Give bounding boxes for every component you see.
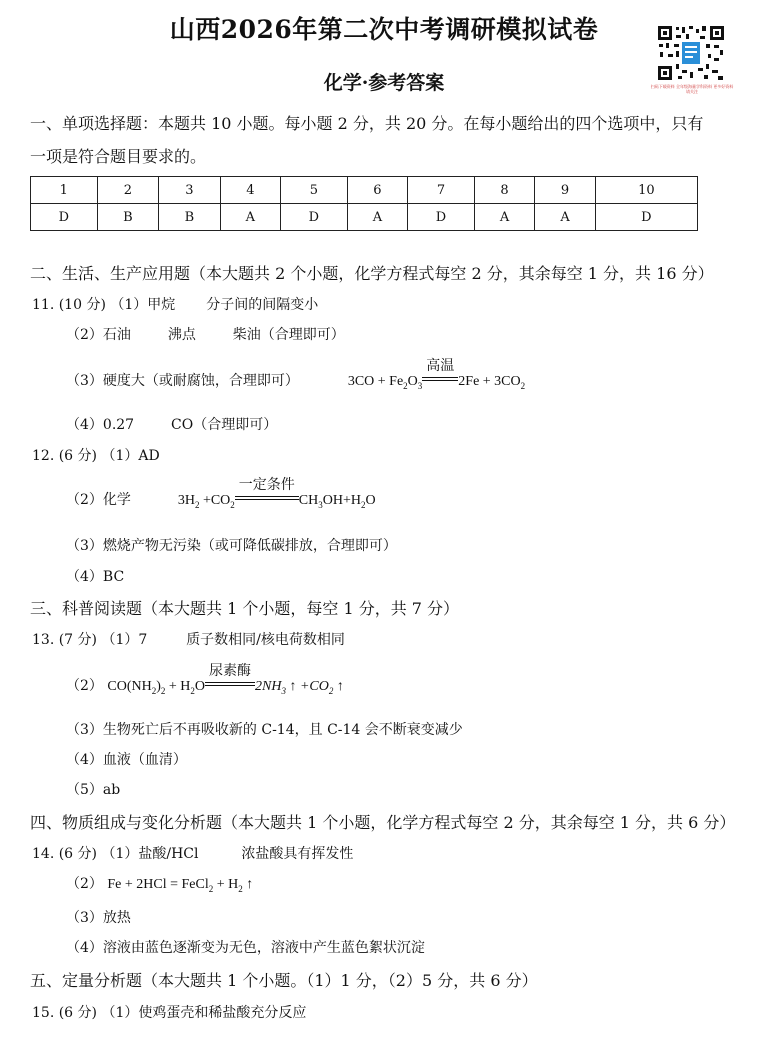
answer-cell: B (97, 204, 159, 231)
question-score: (6 分) (58, 448, 97, 464)
answer-text: （1）盐酸/HCl (101, 846, 199, 862)
reaction-condition: 尿素酶 (209, 664, 252, 679)
question-score: (10 分) (58, 297, 106, 313)
answer-text: 分子间的间隔变小 (206, 297, 319, 313)
q11-line3 (66, 359, 526, 391)
equation-iron-smelting: $3CO + Fe_2O_3$ 高温 $2Fe + 3CO_2$ (347, 359, 526, 391)
answer-text: （1）使鸡蛋壳和稀盐酸充分反应 (101, 1005, 307, 1021)
question-number: 14. (32, 846, 55, 862)
question-number-cell: 7 (408, 177, 475, 204)
answer-text: 柴油（合理即可） (232, 327, 345, 343)
equation-urea-hydrolysis: $CO(NH_2)_2 + H_2O$ 尿素酶 $2NH_3$ ↑ $+CO_2$ ↑ (107, 664, 344, 696)
answer-text: （1）AD (101, 448, 160, 464)
q15-line1 (32, 1002, 306, 1022)
question-number: 11. (32, 297, 55, 313)
q13-line2 (66, 664, 344, 696)
q11-line2 (66, 324, 345, 344)
answer-text: （1）甲烷 (110, 297, 176, 313)
q14-line4: （4）溶液由蓝色逐渐变为无色，溶液中产生蓝色絮状沉淀 (66, 940, 425, 956)
q14-line3: （3）放热 (66, 910, 131, 926)
q11-line1 (32, 294, 318, 314)
q14-line2 (66, 873, 253, 894)
answer-text: 浓盐酸具有挥发性 (241, 846, 354, 862)
answer-text: （1）7 (101, 632, 148, 648)
question-number: 13. (32, 632, 55, 648)
answer-text: CO（合理即可） (171, 417, 278, 433)
q13-line3: （3）生物死亡后不再吸收新的 C-14，且 C-14 会不断衰变减少 (66, 722, 463, 738)
question-number-cell: 2 (97, 177, 159, 204)
answer-text: （2） (66, 876, 103, 892)
answer-table-answer-row (31, 204, 698, 231)
q12-line2 (66, 478, 376, 510)
question-number-cell: 5 (281, 177, 348, 204)
question-number: 15. (32, 1005, 55, 1021)
answer-cell: D (281, 204, 348, 231)
answer-text: 质子数相同/核电荷数相同 (186, 632, 345, 648)
question-score: (6 分) (58, 1005, 97, 1021)
q14-line1 (32, 843, 353, 863)
question-number-cell: 10 (595, 177, 697, 204)
answer-cell: A (474, 204, 535, 231)
answer-cell: A (347, 204, 408, 231)
q12-line3: （3）燃烧产物无污染（或可降低碳排放，合理即可） (66, 538, 397, 554)
answer-text: （2）石油 (66, 327, 131, 343)
section1-heading-line2: 一项是符合题目要求的。 (30, 147, 207, 166)
answer-text: （4）0.27 (66, 417, 135, 433)
equation-iron-hydrochloric: Fe + 2HCl = FeCl$_2$ + $H_2$ ↑ (107, 877, 254, 894)
answer-text: （3）硬度大（或耐腐蚀，合理即可） (66, 373, 299, 389)
page-title: 山西2026年第二次中考调研模拟试卷 (169, 15, 599, 44)
answer-table (30, 176, 698, 231)
q11-line4 (66, 414, 277, 434)
q13-line4: （4）血液（血清） (66, 752, 187, 768)
answer-cell: D (31, 204, 98, 231)
question-number-cell: 3 (159, 177, 221, 204)
answer-cell: A (220, 204, 281, 231)
answer-cell: A (535, 204, 596, 231)
answer-text: （2） (66, 678, 103, 694)
question-number-cell: 6 (347, 177, 408, 204)
question-number-cell: 9 (535, 177, 596, 204)
question-number-cell: 8 (474, 177, 535, 204)
answer-cell: B (159, 204, 221, 231)
q13-line5: （5）ab (66, 782, 121, 798)
section3-heading: 三、科普阅读题（本大题共 1 个小题，每空 1 分，共 7 分） (30, 599, 460, 618)
question-number: 12. (32, 448, 55, 464)
answer-text: （2）化学 (66, 492, 131, 508)
page-subtitle: 化学·参考答案 (323, 72, 445, 94)
qr-caption: 扫码下载资料 全年级海量学科资料 更多好资料请关注 (650, 84, 734, 94)
question-number-cell: 4 (220, 177, 281, 204)
answer-text: 沸点 (167, 327, 196, 343)
section2-heading: 二、生活、生产应用题（本大题共 2 个小题，化学方程式每空 2 分，其余每空 1 分，共 16 分） (30, 264, 714, 283)
answer-cell: D (408, 204, 475, 231)
reaction-condition: 高温 (426, 359, 455, 374)
q12-line4: （4）BC (66, 569, 125, 585)
qr-code-icon[interactable] (656, 24, 726, 82)
section4-heading: 四、物质组成与变化分析题（本大题共 1 个小题，化学方程式每空 2 分，其余每空 1 分，共 6 分） (30, 813, 736, 832)
answer-cell: D (595, 204, 697, 231)
section5-heading: 五、定量分析题（本大题共 1 个小题。（1）1 分，（2）5 分，共 6 分） (30, 971, 538, 990)
question-number-cell: 1 (31, 177, 98, 204)
section1-heading-line1: 一、单项选择题：本题共 10 小题。每小题 2 分，共 20 分。在每小题给出的四个选项中，只有 (30, 114, 704, 133)
q13-line1 (32, 629, 345, 649)
question-score: (6 分) (58, 846, 97, 862)
question-score: (7 分) (58, 632, 97, 648)
reaction-condition: 一定条件 (238, 478, 295, 493)
q12-line1 (32, 445, 160, 465)
equation-methanol-synthesis: $3H_2 +CO_2$ 一定条件 $CH_3OH+H_2O$ (177, 478, 376, 510)
answer-table-header-row (31, 177, 698, 204)
